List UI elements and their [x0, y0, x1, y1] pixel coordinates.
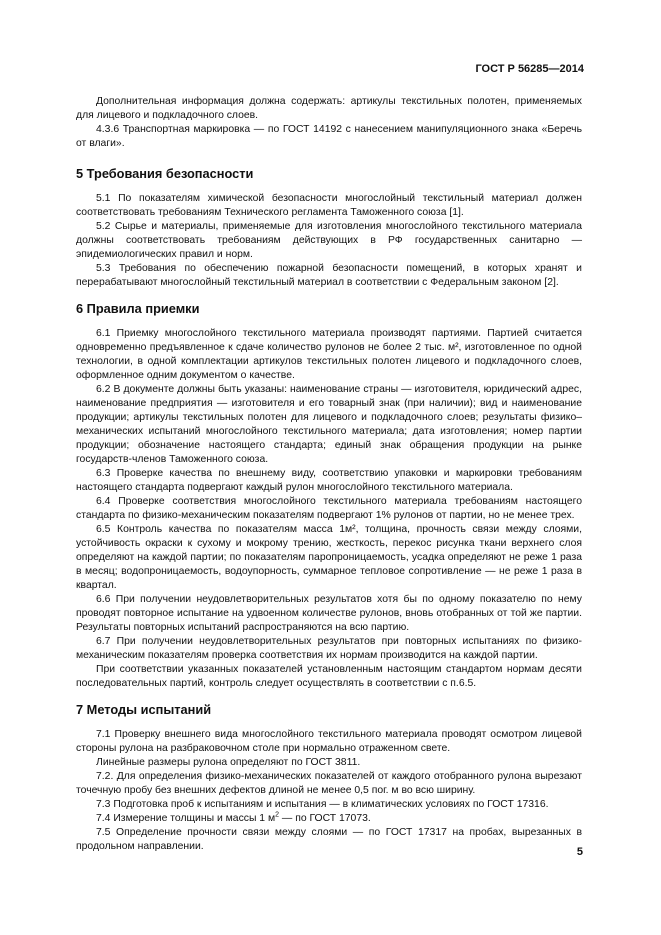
section-heading: 6 Правила приемки: [76, 301, 200, 316]
paragraph: 6.4 Проверке соответствия многослойного текстильного материала требованиям настоящего стандарта по физико-механическим показателям подвергают 1% рулонов от партии, но не менее трех.: [76, 496, 582, 521]
paragraph: 7.1 Проверку внешнего вида многослойного текстильного материала проводят осмотром лицевой стороны рулона на разбраковочном столе при нормально отраженном свете.: [76, 729, 582, 754]
paragraph: 7.3 Подготовка проб к испытаниям и испытания — в климатических условиях по ГОСТ 17316.: [96, 799, 549, 810]
paragraph: 7.2. Для определения физико-механических показателей от каждого отобранного рулона вырезают точечную пробу без внешних дефектов длиной не менее 0,5 пог. м во всю ширину.: [76, 771, 582, 796]
section-heading: 5 Требования безопасности: [76, 166, 254, 181]
page-number: 5: [576, 846, 583, 858]
paragraph: Линейные размеры рулона определяют по ГОСТ 3811.: [96, 757, 361, 768]
paragraph: [76, 812, 582, 826]
paragraph: 7.5 Определение прочности связи между слоями — по ГОСТ 17317 на пробах, вырезанных в продольном направлении.: [76, 827, 582, 852]
paragraph: 6.2 В документе должны быть указаны: наименование страны — изготовителя, юридический адрес, наименование предприятия — изготовителя и его товарный знак (при наличии); вид и наименование продукции; артикулы текстильных полотен для лицевого и подкладочного слоев; результаты физико–механических испытаний многослойного текстильного материала; дата изготовления; номер партии продукции; обозначение настоящего стандарта; единый знак обращения продукции на рынке государств-членов Таможенного союза.: [76, 384, 582, 465]
page-body: [76, 95, 582, 854]
paragraph: 6.7 При получении неудовлетворительных результатов при повторных испытаниях по физико-механическим показателям проверка соответствия их нормам производится на каждой партии.: [76, 636, 582, 661]
section-heading: 7 Методы испытаний: [76, 702, 212, 717]
paragraph: 5.1 По показателям химической безопасности многослойный текстильный материал должен соответствовать требованиям Технического регламента Таможенного союза [1].: [76, 193, 582, 218]
text-run: 7.4 Измерение толщины и массы 1 м: [96, 813, 276, 824]
paragraph: 6.5 Контроль качества по показателям масса 1м², толщина, прочность связи между слоями, устойчивость окраски к сухому и мокрому трению, жесткость, перекос рисунка ткани верхнего слоя определяют на каждой партии; по показателям паропроницаемость, усадка определяют не реже 1 раза в месяц; водопроницаемость, водоупорность, суммарное тепловое сопротивление — не реже 1 раза в квартал.: [76, 524, 582, 591]
paragraph: 4.3.6 Транспортная маркировка — по ГОСТ 14192 с нанесением манипуляционного знака «Беречь от влаги».: [76, 124, 582, 149]
paragraph: 6.3 Проверке качества по внешнему виду, соответствию упаковки и маркировки требованиям настоящего стандарта подвергают каждый рулон многослойного текстильного материала.: [76, 468, 582, 493]
paragraph: Дополнительная информация должна содержать: артикулы текстильных полотен, применяемых для лицевого и подкладочного слоев.: [76, 96, 582, 121]
paragraph: 5.3 Требования по обеспечению пожарной безопасности помещений, в которых хранят и перерабатывают многослойный текстильный материал в соответствии с Федеральным законом [2].: [76, 263, 582, 288]
document-code: ГОСТ Р 56285—2014: [475, 63, 584, 75]
paragraph: 5.2 Сырье и материалы, применяемые для изготовления многослойного текстильного материала должны соответствовать требованиям действующих в РФ государственных санитарно — эпидемиологических правил и норм.: [76, 221, 582, 260]
superscript: 2: [275, 811, 280, 819]
paragraph: 6.6 При получении неудовлетворительных результатов хотя бы по одному показателю по нему проводят повторное испытание на удвоенном количестве рулонов, вновь отобранных от той же партии. Результаты повторных испытаний распространяются на всю партию.: [76, 594, 582, 633]
text-run: — по ГОСТ 17073.: [279, 813, 371, 824]
paragraph: 6.1 Приемку многослойного текстильного материала производят партиями. Партией считается одновременно предъявленное к сдаче количество рулонов не более 2 тыс. м², изготовленное по одной технологии, в одной комплектации артикулов текстильных полотен лицевого и подкладочного слоев, оформленное одним документом о качестве.: [76, 328, 582, 381]
paragraph: При соответствии указанных показателей установленным настоящим стандартом нормам десяти последовательных партий, контроль следует осуществлять в соответствии с п.6.5.: [76, 664, 582, 689]
